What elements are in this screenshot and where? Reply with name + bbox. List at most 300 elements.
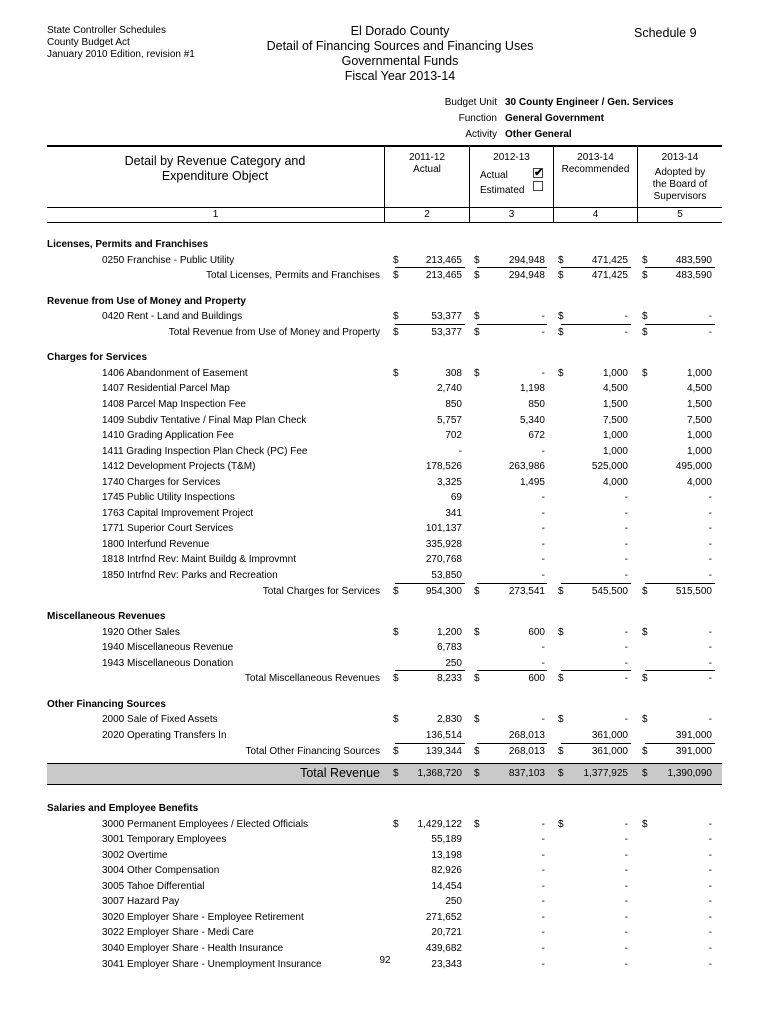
cell-value: 1,500 — [602, 398, 628, 410]
dollar-sign: $ — [558, 367, 564, 379]
table-row — [0, 253, 770, 269]
row-label: 1406 Abandonment of Easement — [102, 367, 248, 379]
dollar-sign: $ — [393, 745, 399, 757]
table-row — [0, 925, 770, 941]
cell-value: 4,000 — [602, 476, 628, 488]
row-label: 3020 Employer Share - Employee Retirement — [102, 911, 304, 923]
dollar-sign: $ — [393, 311, 399, 323]
dollar-sign: $ — [558, 673, 564, 685]
dollar-sign: $ — [642, 768, 648, 780]
subtotal-row — [0, 325, 770, 341]
cell-value: - — [541, 311, 545, 323]
cell-value: - — [624, 326, 628, 338]
cell-value: 1,200 — [436, 626, 462, 638]
cell-value: - — [624, 507, 628, 519]
cell-value: 1,000 — [602, 430, 628, 442]
cell-value: 391,000 — [675, 745, 712, 757]
dollar-sign: $ — [393, 626, 399, 638]
dollar-sign: $ — [642, 745, 648, 757]
cell-value: - — [541, 865, 545, 877]
cell-value: - — [541, 523, 545, 535]
dollar-sign: $ — [558, 768, 564, 780]
header-left-line: January 2010 Edition, revision #1 — [47, 49, 195, 60]
row-label: Licenses, Permits and Franchises — [47, 239, 209, 250]
cell-value: 13,198 — [431, 849, 462, 861]
dollar-sign: $ — [474, 714, 480, 726]
budget-unit-value: 30 County Engineer / Gen. Services — [505, 97, 674, 108]
cell-value: 600 — [528, 626, 545, 638]
table-row — [0, 459, 770, 475]
table-row — [0, 381, 770, 397]
cell-value: - — [624, 538, 628, 550]
row-label: 3002 Overtime — [102, 849, 168, 861]
cell-value: 1,000 — [602, 445, 628, 457]
category-heading — [0, 801, 770, 817]
dollar-sign: $ — [558, 714, 564, 726]
col-desc-line: Expenditure Object — [161, 169, 269, 183]
cell-value: 483,590 — [675, 270, 712, 282]
activity-label: Activity — [465, 129, 497, 140]
col-number: 5 — [677, 209, 683, 220]
cell-value: 139,344 — [425, 745, 462, 757]
actual-checkbox[interactable] — [533, 168, 543, 178]
cell-value: 250 — [445, 896, 462, 908]
cell-value: - — [708, 554, 712, 566]
table-row — [0, 712, 770, 728]
cell-value: - — [708, 927, 712, 939]
table-row — [0, 428, 770, 444]
table-row — [0, 444, 770, 460]
cell-value: - — [541, 834, 545, 846]
header-left-line: State Controller Schedules — [47, 25, 166, 36]
cell-value: 361,000 — [591, 745, 628, 757]
row-label: 1411 Grading Inspection Plan Check (PC) Fee — [102, 445, 308, 457]
cell-value: 954,300 — [425, 585, 462, 597]
row-label: 1800 Interfund Revenue — [102, 538, 210, 550]
cell-value: - — [541, 554, 545, 566]
table-row — [0, 863, 770, 879]
col-label: the Board of — [652, 179, 708, 190]
row-label: 3022 Employer Share - Medi Care — [102, 927, 254, 939]
cell-value: - — [708, 865, 712, 877]
cell-value: 178,526 — [425, 461, 462, 473]
category-heading — [0, 697, 770, 713]
page-number: 92 — [379, 955, 391, 966]
row-label: 0420 Rent - Land and Buildings — [102, 311, 243, 323]
cell-value: 1,000 — [602, 367, 628, 379]
col-label: Supervisors — [653, 191, 707, 202]
cell-value: 69 — [450, 492, 462, 504]
cell-value: - — [624, 880, 628, 892]
column-description-header — [100, 154, 330, 184]
cell-value: 483,590 — [675, 254, 712, 266]
table-row — [0, 490, 770, 506]
subtotal-row — [0, 584, 770, 600]
cell-value: - — [541, 657, 545, 669]
category-heading — [0, 294, 770, 310]
cell-value: - — [624, 492, 628, 504]
col-number: 4 — [592, 209, 599, 220]
check-mark-icon: ✔ — [534, 167, 544, 179]
table-row — [0, 910, 770, 926]
cell-value: 672 — [528, 430, 545, 442]
cell-value: 837,103 — [508, 768, 545, 780]
row-label: 3007 Hazard Pay — [102, 896, 180, 908]
dollar-sign: $ — [642, 585, 648, 597]
cell-value: 439,682 — [425, 943, 462, 954]
table-row — [0, 728, 770, 744]
col-number: 2 — [424, 209, 430, 220]
table-row — [0, 397, 770, 413]
cell-value: 14,454 — [431, 880, 462, 892]
row-label: 3041 Employer Share - Unemployment Insurance — [102, 958, 322, 970]
row-label: 3001 Temporary Employees — [102, 834, 227, 846]
row-label: 1940 Miscellaneous Revenue — [102, 642, 234, 654]
cell-value: 1,390,090 — [667, 768, 712, 780]
cell-value: 273,541 — [508, 585, 545, 597]
cell-value: 1,429,122 — [417, 818, 462, 830]
fiscal-year: Fiscal Year 2013-14 — [344, 69, 456, 83]
row-label: 1740 Charges for Services — [102, 476, 221, 488]
schedule-number: Schedule 9 — [634, 26, 697, 40]
cell-value: 361,000 — [591, 729, 628, 741]
row-label: 1745 Public Utility Inspections — [102, 492, 235, 504]
cell-value: - — [708, 311, 712, 323]
function-value: General Government — [505, 113, 604, 124]
cell-value: 213,465 — [425, 270, 462, 282]
row-label: 1943 Miscellaneous Donation — [102, 657, 234, 669]
col-2013-adopted-header — [638, 152, 722, 203]
dollar-sign: $ — [393, 768, 399, 780]
cell-value: - — [541, 880, 545, 892]
cell-value: - — [541, 958, 545, 970]
row-label: 3004 Other Compensation — [102, 865, 220, 877]
table-row — [0, 568, 770, 584]
cell-value: - — [624, 958, 628, 970]
dollar-sign: $ — [642, 714, 648, 726]
cell-value: - — [624, 311, 628, 323]
category-heading — [0, 237, 770, 253]
dollar-sign: $ — [558, 326, 564, 338]
cell-value: 53,850 — [431, 570, 462, 581]
activity-value: Other General — [505, 129, 572, 140]
cell-value: 471,425 — [591, 254, 628, 266]
cell-value: 1,000 — [686, 445, 712, 457]
row-label: Revenue from Use of Money and Property — [47, 295, 246, 307]
dollar-sign: $ — [558, 311, 564, 323]
col-number: 3 — [508, 209, 515, 220]
cell-value: - — [541, 927, 545, 939]
col-label: Recommended — [561, 164, 630, 175]
cell-value: - — [541, 849, 545, 861]
table-row — [0, 817, 770, 833]
cell-value: - — [708, 326, 712, 338]
cell-value: 1,368,720 — [417, 768, 462, 780]
cell-value: - — [708, 492, 712, 504]
cell-value: - — [624, 626, 628, 638]
header-bottom-rule — [47, 222, 722, 223]
cell-value: 6,783 — [436, 642, 462, 654]
row-label: Salaries and Employee Benefits — [47, 803, 199, 815]
cell-value: - — [708, 523, 712, 535]
subtotal-row — [0, 671, 770, 687]
row-label: 1818 Intrfnd Rev: Maint Buildg & Improvmnt — [102, 554, 296, 566]
cell-value: - — [624, 834, 628, 846]
actual-option-label: Actual — [480, 170, 508, 181]
cell-value: 391,000 — [675, 729, 712, 741]
col-number: 1 — [212, 209, 219, 220]
cell-value: 2,740 — [436, 383, 462, 395]
subtotal-row — [0, 268, 770, 284]
col-year: 2011-12 — [409, 152, 445, 163]
cell-value: 702 — [445, 430, 462, 442]
budget-info-labels — [400, 95, 497, 143]
row-label: Total Revenue — [300, 766, 380, 781]
cell-value: - — [708, 570, 712, 581]
cell-value: 82,926 — [431, 865, 462, 877]
cell-value: - — [708, 896, 712, 908]
row-label: Total Other Financing Sources — [245, 745, 380, 757]
col-label: Actual — [413, 164, 441, 175]
cell-value: 4,500 — [602, 383, 628, 395]
cell-value: 271,652 — [425, 911, 462, 923]
budget-info-values — [505, 95, 673, 143]
category-heading — [0, 609, 770, 625]
table-row — [0, 879, 770, 895]
cell-value: - — [541, 492, 545, 504]
table-row — [0, 309, 770, 325]
dollar-sign: $ — [474, 311, 480, 323]
subtotal-row — [0, 744, 770, 760]
dollar-sign: $ — [558, 585, 564, 597]
dollar-sign: $ — [558, 745, 564, 757]
cell-value: 471,425 — [591, 270, 628, 282]
cell-value: 850 — [445, 398, 462, 410]
cell-value: - — [541, 570, 545, 581]
cell-value: 525,000 — [591, 461, 628, 473]
cell-value: - — [708, 673, 712, 685]
cell-value: 294,948 — [508, 270, 545, 282]
dollar-sign: $ — [393, 254, 399, 266]
cell-value: 3,325 — [436, 476, 462, 488]
row-label: 3005 Tahoe Differential — [102, 880, 205, 892]
cell-value: - — [541, 507, 545, 519]
cell-value: - — [624, 943, 628, 954]
cell-value: 101,137 — [425, 523, 462, 535]
row-label: 3040 Employer Share - Health Insurance — [102, 943, 284, 954]
cell-value: - — [708, 714, 712, 726]
cell-value: - — [624, 849, 628, 861]
table-row — [0, 366, 770, 382]
table-row — [0, 832, 770, 848]
table-row — [0, 537, 770, 553]
cell-value: 1,000 — [686, 367, 712, 379]
cell-value: 308 — [445, 367, 462, 379]
fund-type: Governmental Funds — [341, 54, 459, 68]
dollar-sign: $ — [393, 367, 399, 379]
cell-value: 1,198 — [519, 383, 545, 395]
table-row — [0, 521, 770, 537]
cell-value: 136,514 — [425, 729, 462, 741]
cell-value: - — [624, 818, 628, 830]
dollar-sign: $ — [474, 768, 480, 780]
dollar-sign: $ — [474, 585, 480, 597]
cell-value: - — [708, 911, 712, 923]
cell-value: 263,986 — [508, 461, 545, 473]
dollar-sign: $ — [642, 311, 648, 323]
cell-value: 5,757 — [436, 414, 462, 426]
col-year: 2012-13 — [493, 152, 530, 163]
table-row — [0, 848, 770, 864]
col-2013-recommended-header — [554, 152, 637, 176]
cell-value: - — [624, 714, 628, 726]
dollar-sign: $ — [558, 254, 564, 266]
table-row — [0, 552, 770, 568]
cell-value: - — [541, 642, 545, 654]
schedule-source-info — [47, 25, 195, 61]
cell-value: 7,500 — [686, 414, 712, 426]
cell-value: 515,500 — [675, 585, 712, 597]
cell-value: - — [541, 911, 545, 923]
cell-value: - — [541, 367, 545, 379]
cell-value: - — [624, 657, 628, 669]
cell-value: 294,948 — [508, 254, 545, 266]
col-2011-header — [385, 152, 469, 176]
cell-value: - — [708, 626, 712, 638]
cell-value: - — [708, 642, 712, 654]
estimated-checkbox[interactable] — [533, 181, 543, 191]
cell-value: 4,000 — [686, 476, 712, 488]
cell-value: - — [541, 538, 545, 550]
cell-value: 1,000 — [686, 430, 712, 442]
row-label: 2020 Operating Transfers In — [102, 729, 227, 741]
dollar-sign: $ — [642, 626, 648, 638]
row-label: 2000 Sale of Fixed Assets — [102, 714, 218, 726]
dollar-sign: $ — [393, 270, 399, 282]
row-label: Charges for Services — [47, 352, 148, 364]
cell-value: 55,189 — [431, 834, 462, 846]
dollar-sign: $ — [393, 714, 399, 726]
dollar-sign: $ — [642, 367, 648, 379]
cell-value: 53,377 — [431, 326, 462, 338]
table-row — [0, 656, 770, 672]
cell-value: - — [708, 507, 712, 519]
cell-value: - — [624, 896, 628, 908]
dollar-sign: $ — [474, 367, 480, 379]
row-label: 1410 Grading Application Fee — [102, 430, 234, 442]
row-label: 1763 Capital Improvement Project — [102, 507, 254, 519]
row-label: Total Charges for Services — [262, 585, 380, 597]
cell-value: - — [541, 714, 545, 726]
row-label: 1407 Residential Parcel Map — [102, 383, 230, 395]
header-left-line: County Budget Act — [47, 37, 130, 48]
row-label: 0250 Franchise - Public Utility — [102, 254, 235, 266]
cell-value: 335,928 — [425, 538, 462, 550]
dollar-sign: $ — [393, 818, 399, 830]
cell-value: 268,013 — [508, 729, 545, 741]
cell-value: 850 — [528, 398, 545, 410]
cell-value: 268,013 — [508, 745, 545, 757]
table-row — [0, 894, 770, 910]
dollar-sign: $ — [642, 673, 648, 685]
cell-value: - — [708, 849, 712, 861]
function-label: Function — [458, 113, 497, 124]
cell-value: - — [624, 523, 628, 535]
dollar-sign: $ — [642, 326, 648, 338]
category-heading — [0, 350, 770, 366]
row-label: 1412 Development Projects (T&M) — [102, 461, 256, 473]
dollar-sign: $ — [642, 818, 648, 830]
cell-value: 495,000 — [675, 461, 712, 473]
table-row — [0, 506, 770, 522]
col-2012-options — [480, 168, 524, 198]
table-row — [0, 625, 770, 641]
cell-value: 20,721 — [431, 927, 462, 939]
row-label: 3000 Permanent Employees / Elected Officials — [102, 818, 309, 830]
row-label: 1771 Superior Court Services — [102, 523, 234, 535]
col-year: 2013-14 — [577, 152, 614, 163]
cell-value: 250 — [445, 657, 462, 669]
col-label: Adopted by — [654, 167, 706, 178]
cell-value: 4,500 — [686, 383, 712, 395]
cell-value: 545,500 — [591, 585, 628, 597]
cell-value: - — [708, 943, 712, 954]
dollar-sign: $ — [642, 270, 648, 282]
dollar-sign: $ — [558, 818, 564, 830]
dollar-sign: $ — [474, 673, 480, 685]
cell-value: - — [624, 642, 628, 654]
cell-value: - — [708, 880, 712, 892]
report-title — [250, 24, 550, 84]
cell-value: - — [708, 818, 712, 830]
cell-value: - — [708, 958, 712, 970]
cell-value: - — [541, 818, 545, 830]
cell-value: - — [624, 673, 628, 685]
table-row — [0, 475, 770, 491]
col-desc-line: Detail by Revenue Category and — [124, 154, 306, 168]
budget-unit-label: Budget Unit — [444, 97, 497, 108]
table-row — [0, 640, 770, 656]
estimated-option-label: Estimated — [480, 185, 525, 196]
dollar-sign: $ — [474, 626, 480, 638]
dollar-sign: $ — [558, 626, 564, 638]
cell-value: - — [624, 570, 628, 581]
county-name: El Dorado County — [350, 24, 450, 38]
report-subtitle: Detail of Financing Sources and Financing Uses — [266, 39, 534, 53]
dollar-sign: $ — [393, 673, 399, 685]
cell-value: 1,377,925 — [583, 768, 628, 780]
cell-value: 23,343 — [431, 958, 462, 970]
row-label: 1409 Subdiv Tentative / Final Map Plan Check — [102, 414, 307, 426]
cell-value: - — [708, 538, 712, 550]
cell-value: - — [708, 834, 712, 846]
cell-value: - — [708, 657, 712, 669]
dollar-sign: $ — [558, 270, 564, 282]
table-row — [0, 413, 770, 429]
col-2012-header — [470, 152, 553, 164]
cell-value: 53,377 — [431, 311, 462, 323]
col-year: 2013-14 — [661, 152, 699, 163]
row-label: Other Financing Sources — [47, 698, 166, 710]
dollar-sign: $ — [474, 818, 480, 830]
cell-value: 270,768 — [425, 554, 462, 566]
dollar-sign: $ — [393, 585, 399, 597]
dollar-sign: $ — [642, 254, 648, 266]
dollar-sign: $ — [474, 270, 480, 282]
cell-value: 5,340 — [519, 414, 545, 426]
cell-value: - — [458, 445, 462, 457]
cell-value: - — [624, 554, 628, 566]
